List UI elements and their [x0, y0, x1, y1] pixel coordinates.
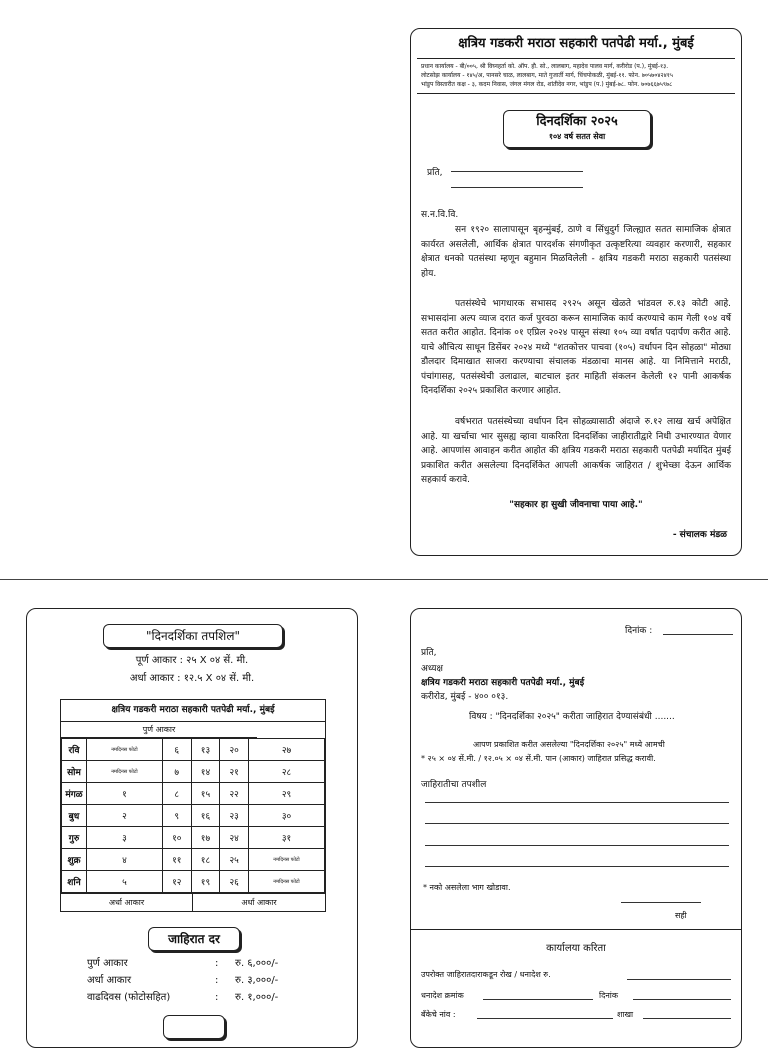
address-rule [417, 93, 735, 94]
received-label: उपरोक्त जाहिरातदाराकडून रोख / धनादेश रु. [421, 970, 551, 979]
cheque-date-field[interactable] [633, 999, 731, 1000]
paragraph-1: सन १९२० सालापासून बृहन्मुंबई, ठाणे व सिंधुदुर्ग जिल्ह्यात सतत सामाजिक क्षेत्रात कार्यरत असलेली, आर्थिक क्षेत्रात पारदर्शक संगणीकृत उत्कृष्टरित्या व्यवहार करणारी, सहकार क्षेत्रात धनको पतसंस्था म्हणून बहुमान मिळविलेली - क्षत्रिय गडकरी मराठा सहकारी पतसंस्था होय. [421, 225, 731, 279]
rates-title: जाहिरात दर [168, 932, 220, 946]
calendar-table [61, 738, 325, 893]
address-line-1: प्रधान कार्यालय - बी/००५, श्री विघ्नहर्ता को. ऑप. हौ. सो., लालबाग, महादेव पालव मार्ग, करीरोड (प.), मुंबई-१३. [421, 63, 669, 70]
to-label: प्रति, [421, 648, 437, 658]
calendar-cell: २४ [220, 827, 249, 849]
signoff: - संचालक मंडळ [672, 530, 727, 540]
calendar-cell: २७ [249, 739, 325, 761]
cheque-date-label: दिनांक [599, 991, 618, 1000]
calendar-cell: २ [87, 805, 163, 827]
calendar-cell: ८ [162, 783, 191, 805]
half-size-left: अर्धा आकार [61, 894, 193, 911]
received-amount-field[interactable] [627, 979, 731, 980]
grid-full-size-label: पुर्ण आकार [61, 722, 257, 738]
office-title: कार्यालया करिता [546, 943, 606, 954]
office-rule [411, 929, 741, 930]
rate-label: अर्धा आकार [87, 975, 132, 986]
calendar-cell: १४ [191, 761, 220, 783]
calendar-cell: २६ [220, 871, 249, 893]
calendar-cell: २२ [220, 783, 249, 805]
calendar-title: दिनदर्शिका २०२५ [536, 114, 618, 129]
calendar-day-name: गुरु [62, 827, 87, 849]
calendar-cell: ११ [162, 849, 191, 871]
calendar-cell: १८ [191, 849, 220, 871]
calendar-day-name: शुक्र [62, 849, 87, 871]
to-line-2: क्षत्रिय गडकरी मराठा सहकारी पतपेढी मर्या., मुंबई [421, 678, 585, 688]
full-size-spec: पूर्ण आकार : २५ X ०४ सें. मी. [135, 655, 249, 666]
recipient-label: प्रति, [427, 168, 443, 178]
address-line-3: भांडुप विस्तारीत कक्ष - ३, कदम निवास, जंगल मंगल रोड, शांतीदेव नगर, भांडुप (प.) मुंबई-७८. फोन. ७०७६६७५९७८ [421, 81, 673, 88]
calendar-cell: २५ [220, 849, 249, 871]
calendar-details-panel [26, 608, 358, 1048]
branch-field[interactable] [643, 1018, 731, 1019]
calendar-cell: १६ [191, 805, 220, 827]
paragraph-2: पतसंस्थेचे भागधारक सभासद २९२५ असून खेळते भांडवल रु.१३ कोटी आहे. सभासदांना अल्प व्याज दरात कर्ज पुरवठा करून सामाजिक कार्य करण्याचे काम गेली १०४ वर्षे सतत करीत आहोत. दिनांक ०१ एप्रिल २०२४ पासून संस्था १०५ व्या वर्षात पदार्पण करीत आहे. याचे औचित्य साधून डिसेंबर २०२४ मध्ये "शतकोत्तर पाचवा (१०५) वर्धापन दिन सोहळा" मोठ्या डौलदार दिमाखात साजरा करण्याचा संचालक मंडळाचा मानस आहे. या निमित्ताने मराठी, पंचांगासह, पतसंस्थेची उलाढाल, बाटचाल इतर माहिती संकलन केलेली १२ पानी आकर्षक दिनदर्शिका २०२५ प्रकाशित करणार आहोत. [421, 299, 731, 396]
fold-divider [0, 579, 768, 580]
title-rule [417, 58, 735, 59]
calendar-day-name: रवि [62, 739, 87, 761]
calendar-day-name: सोम [62, 761, 87, 783]
calendar-day-name: बुध [62, 805, 87, 827]
calendar-cell: ६ [162, 739, 191, 761]
calendar-cell: १७ [191, 827, 220, 849]
calendar-cell: नमदिनस फोटो [249, 871, 325, 893]
rate-value: रु. १,०००/- [235, 992, 279, 1003]
motto: "सहकार हा सुखी जीवनाचा पाया आहे." [509, 500, 643, 510]
rate-separator: : [215, 992, 219, 1003]
recipient-line-2 [451, 187, 583, 188]
ad-order-form-panel [410, 608, 742, 1048]
half-size-row [61, 893, 325, 911]
calendar-row [62, 849, 325, 871]
calendar-cell: ३१ [249, 827, 325, 849]
rate-separator: : [215, 958, 219, 969]
signature-line[interactable] [621, 902, 701, 903]
signature-label: सही [675, 911, 687, 920]
calendar-cell: १३ [191, 739, 220, 761]
calendar-day-name: शनि [62, 871, 87, 893]
cheque-no-field[interactable] [483, 999, 593, 1000]
branch-label: शाखा [617, 1010, 634, 1019]
subject-line: विषय : "दिनदर्शिका २०२५" करीता जाहिरात देण्यासंबंधी ....... [469, 712, 675, 722]
half-size-right: अर्धा आकार [241, 898, 277, 907]
details-title-box [103, 624, 283, 648]
calendar-cell: २८ [249, 761, 325, 783]
rates-title-box [148, 927, 240, 951]
calendar-day-name: मंगळ [62, 783, 87, 805]
date-field[interactable] [663, 634, 733, 635]
calendar-cell: नमदिनस फोटो [249, 849, 325, 871]
calendar-cell: १९ [191, 871, 220, 893]
ad-details-line-4[interactable] [425, 866, 729, 867]
calendar-cell: नमदिनस फोटो [87, 739, 163, 761]
body-line-2: * २५ × ०४ सें.मी. / १२.०५ × ०४ सें.मी. पान (आकार) जाहिरात प्रसिद्ध करावी. [421, 754, 656, 763]
calendar-row [62, 805, 325, 827]
ad-details-line-2[interactable] [425, 823, 729, 824]
bank-label: बँकेचे नांव : [421, 1010, 456, 1019]
calendar-title-box [503, 110, 651, 148]
calendar-cell: नमदिनस फोटो [87, 761, 163, 783]
calendar-row [62, 871, 325, 893]
calendar-cell: १० [162, 827, 191, 849]
calendar-row [62, 827, 325, 849]
address-line-2: लोटसोझ कार्यालय - १४५/अ, पानसरे चाळ, लालबाग, माते गुजार्ती मार्ग, चिंचपोकळी, मुंबई-११. फोन. ७०५७०४२४१५ [421, 72, 673, 79]
calendar-cell: ४ [87, 849, 163, 871]
org-title: क्षत्रिय गडकरी मराठा सहकारी पतपेढी मर्या., मुंबई [458, 36, 694, 51]
rate-label: वाढदिवस (फोटोसहित) [87, 992, 171, 1003]
calendar-cell: २१ [220, 761, 249, 783]
calendar-cell: २० [220, 739, 249, 761]
details-title: "दिनदर्शिका तपशिल" [145, 629, 241, 643]
calendar-cell: ७ [162, 761, 191, 783]
calendar-subtitle: १०४ वर्ष सतत सेवा [548, 132, 606, 141]
calendar-cell: १२ [162, 871, 191, 893]
rate-value: रु. ६,०००/- [235, 958, 279, 969]
extra-box [163, 1015, 225, 1039]
cover-letter-panel [410, 28, 742, 556]
rate-label: पुर्ण आकार [87, 958, 128, 969]
body-line-1: आपण प्रकाशित करीत असलेल्या "दिनदर्शिका २०२५" मध्ये आमची [473, 740, 665, 749]
half-size-spec: अर्धा आकार : १२.५ X ०४ सें. मी. [129, 673, 255, 684]
rate-value: रु. ३,०००/- [235, 975, 279, 986]
paragraph-3: वर्षभरात पतसंस्थेच्या वर्धापन दिन सोहळ्यासाठी अंदाजे रु.१२ लाख खर्च अपेक्षित आहे. या खर्चाचा भार सुसह्य व्हावा याकरिता दिनदर्शिका जाहीरातीद्वारे निधी उभारण्यात येणार आहे. आपणांस आवाहन करीत आहोत की क्षत्रिय गडकरी मराठा सहकारी पतपेढी मर्यादित मुंबई प्रकाशित करीत असलेल्या दिनदर्शिकेत आपली आकर्षक जाहिरात / शुभेच्छा देऊन आर्थिक सहकार्य करावे. [421, 417, 731, 485]
calendar-cell: ३ [87, 827, 163, 849]
calendar-cell: ५ [87, 871, 163, 893]
ad-details-label: जाहिरातीचा तपशील [421, 780, 487, 790]
calendar-cell: १ [87, 783, 163, 805]
calendar-grid [60, 699, 326, 912]
grid-org-title: क्षत्रिय गडकरी मराठा सहकारी पतपेढी मर्या., मुंबई [61, 700, 325, 722]
calendar-cell: ९ [162, 805, 191, 827]
calendar-row [62, 761, 325, 783]
to-line-3: करीरोड, मुंबई - ४०० ०१३. [421, 692, 509, 702]
bank-field[interactable] [477, 1018, 613, 1019]
calendar-cell: १५ [191, 783, 220, 805]
strike-note: * नको असलेला भाग खोडावा. [423, 883, 511, 892]
calendar-cell: ३० [249, 805, 325, 827]
ad-details-line-1[interactable] [425, 802, 729, 803]
calendar-cell: २९ [249, 783, 325, 805]
calendar-cell: २३ [220, 805, 249, 827]
salutation: स.न.वि.वि. [421, 210, 459, 220]
ad-details-line-3[interactable] [425, 845, 729, 846]
calendar-row [62, 783, 325, 805]
to-line-1: अध्यक्ष [421, 664, 443, 674]
rate-separator: : [215, 975, 219, 986]
date-label: दिनांक : [625, 626, 653, 636]
cheque-no-label: धनादेश क्रमांक [421, 991, 464, 1000]
calendar-row [62, 739, 325, 761]
recipient-line-1 [451, 171, 583, 172]
